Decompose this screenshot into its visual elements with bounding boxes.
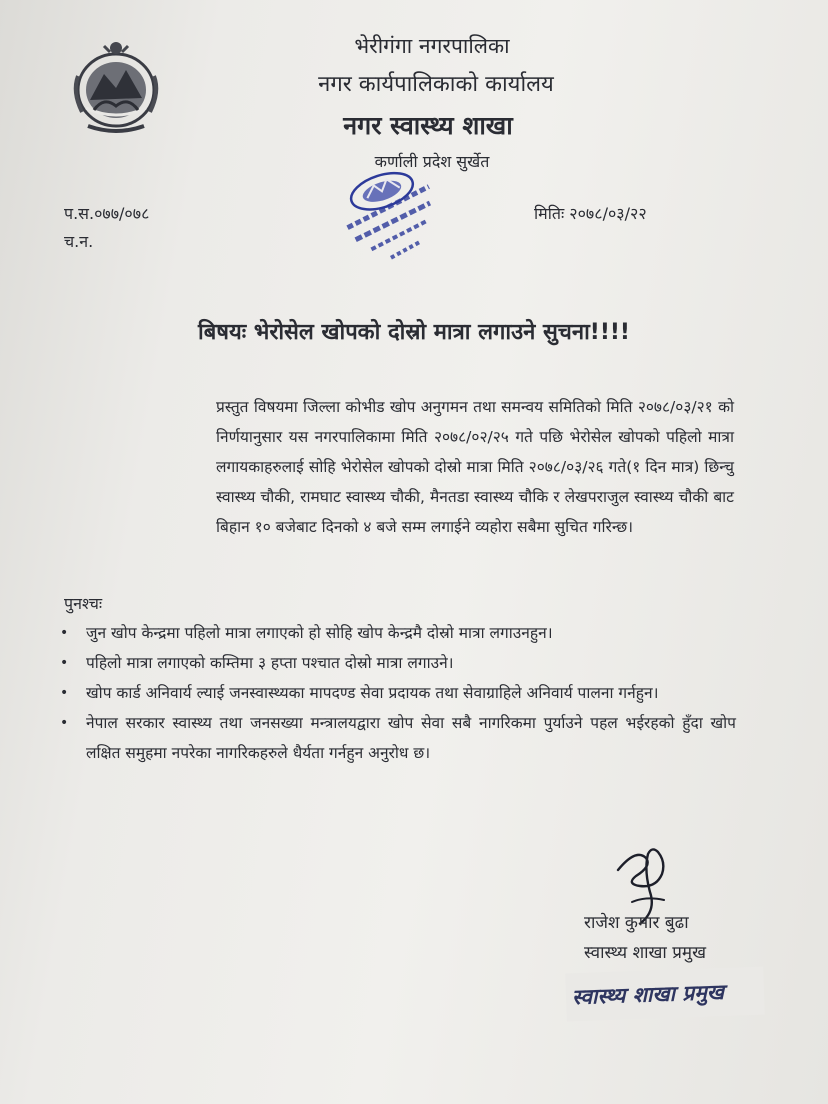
list-item-text: पहिलो मात्रा लगाएको कम्तिमा ३ हप्ता पश्चात दोस्रो मात्रा लगाउने। bbox=[86, 654, 454, 672]
municipality-name: भेरीगंगा नगरपालिका bbox=[354, 34, 510, 58]
letter-date: मितिः २०७८/०३/२२ bbox=[534, 204, 647, 223]
postscript-list bbox=[58, 618, 736, 768]
bullet-icon: • bbox=[60, 685, 69, 701]
signer-role: स्वास्थ्य शाखा प्रमुख bbox=[584, 943, 706, 963]
dispatch-number: च.न. bbox=[64, 232, 94, 251]
bullet-icon: • bbox=[60, 655, 69, 671]
bullet-icon: • bbox=[60, 625, 69, 641]
office-name: नगर कार्यपालिकाको कार्यालय bbox=[318, 72, 554, 97]
notice-paragraph: प्रस्तुत विषयमा जिल्ला कोभीड खोप अनुगमन तथा समन्वय समितिको मिति २०७८/०३/२१ को निर्णयानुसार यस नगरपालिकामा मिति २०७८/०२/२५ गते पछि भेरोसेल खोपको पहिलो मात्रा लगायकाहरुलाई सोहि भेरोसेल खोपको दोस्रो मात्रा मिति २०७८/०३/२६ गते(१ दिन मात्र) छिन्चु स्वास्थ्य चौकी, रामघाट स्वास्थ्य चौकी, मैनतडा स्वास्थ्य चौकि र लेखपराजुल स्वास्थ्य चौकी बाट बिहान १० बजेबाट दिनको ४ बजे सम्म लगाईने व्यहोरा सबैमा सुचित गरिन्छ। bbox=[216, 398, 734, 536]
office-address: कर्णाली प्रदेश सुर्खेत bbox=[374, 152, 490, 171]
role-rubber-stamp bbox=[565, 967, 765, 1022]
notice-subject: बिषयः भेरोसेल खोपको दोस्रो मात्रा लगाउने सुचना!!!! bbox=[198, 320, 630, 345]
letter-reference-number: प.स.०७७/०७८ bbox=[64, 204, 150, 223]
list-item-text: जुन खोप केन्द्रमा पहिलो मात्रा लगाएको हो सोहि खोप केन्द्रमै दोस्रो मात्रा लगाउनहुन। bbox=[86, 624, 553, 642]
branch-name: नगर स्वास्थ्य शाखा bbox=[343, 111, 513, 140]
bullet-icon: • bbox=[60, 715, 69, 731]
signer-name: राजेश कुमार बुढा bbox=[584, 913, 689, 933]
list-item-text: नेपाल सरकार स्वास्थ्य तथा जनसख्या मन्त्रालयद्वारा खोप सेवा सबै नागरिकमा पुर्याउने पहल भईरहको हुँदा खोप लक्षित समुहमा नपरेका नागरिकहरुले धैर्यता गर्नहुन अनुरोध छ। bbox=[86, 714, 736, 762]
office-seal-stamp-icon bbox=[328, 160, 452, 272]
role-stamp-text: स्वास्थ्य शाखा प्रमुख bbox=[571, 979, 725, 1010]
list-item bbox=[58, 618, 736, 648]
list-item bbox=[58, 708, 736, 768]
notice-body bbox=[64, 392, 734, 542]
postscript-label: पुनश्चः bbox=[64, 594, 103, 613]
list-item bbox=[58, 678, 736, 708]
list-item bbox=[58, 648, 736, 678]
list-item-text: खोप कार्ड अनिवार्य ल्याई जनस्वास्थ्यका मापदण्ड सेवा प्रदायक तथा सेवाग्राहिले अनिवार्य पालना गर्नहुन। bbox=[86, 684, 659, 702]
